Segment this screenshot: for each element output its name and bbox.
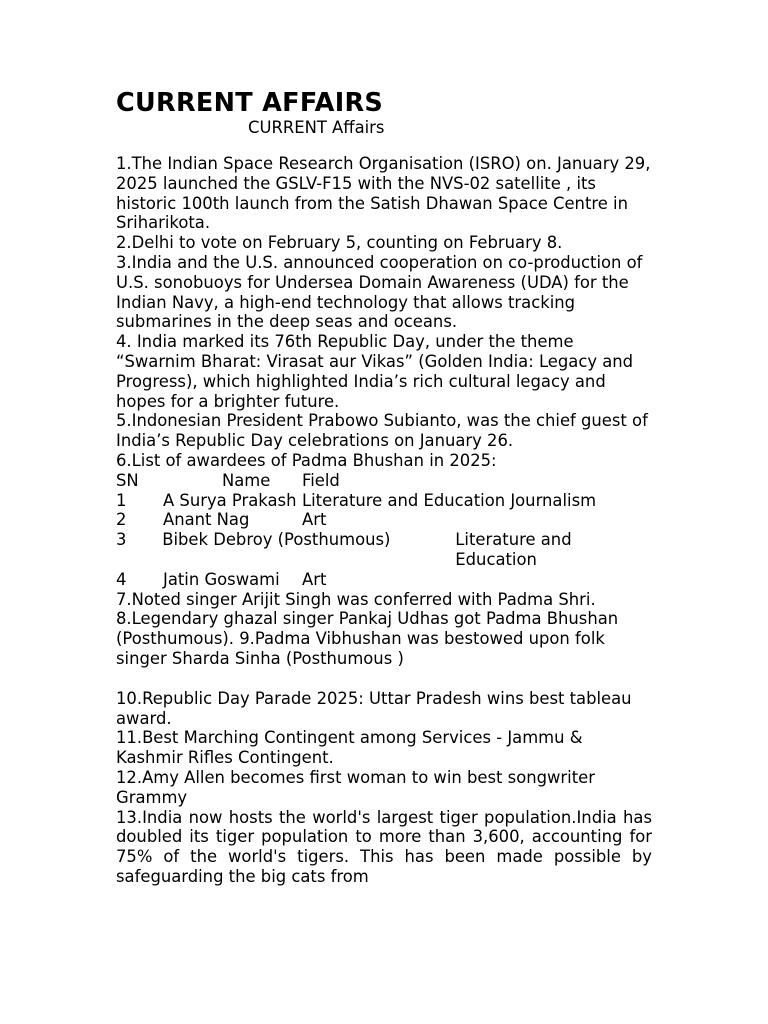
row-name: Anant Nag	[163, 510, 250, 530]
news-item-1: 1.The Indian Space Research Organisation (ISRO) on. January 29, 2025 launched the GSLV-F15 with the NVS-02 satellite , its historic 100th launch from the Satish Dhawan Space Centre in Sriharikota.	[116, 154, 651, 233]
row-name: Bibek Debroy (Posthumous)	[162, 530, 391, 550]
news-item-7: 7.Noted singer Arijit Singh was conferred with Padma Shri.	[116, 589, 596, 609]
paragraph-gap	[116, 669, 652, 689]
row-field: Literature and Education Journalism	[302, 490, 597, 510]
document-title: CURRENT AFFAIRS	[116, 88, 384, 118]
header-name: Name	[222, 470, 271, 490]
row-field: Art	[302, 510, 327, 530]
awardees-table-header	[116, 471, 652, 491]
header-field: Field	[302, 470, 340, 490]
row-name: A Surya Prakash	[163, 490, 297, 510]
header-sn: SN	[116, 470, 139, 490]
row-name: Jatin Goswami	[163, 569, 280, 589]
news-item-13: 13.India now hosts the world's largest tiger population.India has doubled its tiger population to more than 3,600, accounting for 75% of the world's tigers. This has been made possible by safeguarding the big cats from	[116, 807, 652, 886]
spacer	[116, 138, 652, 154]
news-item-3: 3.India and the U.S. announced cooperation on co-production of U.S. sonobuoys for Undersea Domain Awareness (UDA) for the Indian Navy, a high-end technology that allows tracking submarines in the deep seas and oceans.	[116, 252, 643, 332]
row-field: Literature and Education	[455, 530, 572, 569]
news-item-12: 12.Amy Allen becomes first woman to win best songwriter Grammy	[116, 767, 595, 807]
row-sn: 2	[116, 510, 127, 530]
news-item-8-9: 8.Legendary ghazal singer Pankaj Udhas got Padma Bhushan (Posthumous). 9.Padma Vibhushan was bestowed upon folk singer Sharda Sinha (Posthumous )	[116, 609, 619, 668]
row-sn: 1	[116, 490, 127, 510]
news-item-11: 11.Best Marching Contingent among Services - Jammu & Kashmir Rifles Contingent.	[116, 728, 583, 768]
news-item-4: 4. India marked its 76th Republic Day, under the theme “Swarnim Bharat: Virasat aur Vikas” (Golden India: Legacy and Progress), which highlighted India’s rich cultural legacy and hopes for a brighter future.	[116, 332, 634, 411]
row-field: Art	[302, 569, 327, 589]
table-row	[116, 510, 652, 530]
document-body	[116, 88, 652, 887]
awardees-table	[116, 471, 652, 590]
row-sn: 4	[116, 569, 127, 589]
document-subtitle: CURRENT Affairs	[248, 118, 385, 137]
news-item-10: 10.Republic Day Parade 2025: Uttar Pradesh wins best tableau award.	[116, 688, 632, 728]
table-row	[116, 530, 652, 570]
table-row	[116, 491, 652, 511]
row-sn: 3	[116, 530, 127, 550]
news-item-2: 2.Delhi to vote on February 5, counting on February 8.	[116, 233, 563, 253]
table-row	[116, 570, 652, 590]
news-item-6: 6.List of awardees of Padma Bhushan in 2025:	[116, 450, 497, 470]
news-item-5: 5.Indonesian President Prabowo Subianto, was the chief guest of India’s Republic Day celebrations on January 26.	[116, 411, 648, 451]
